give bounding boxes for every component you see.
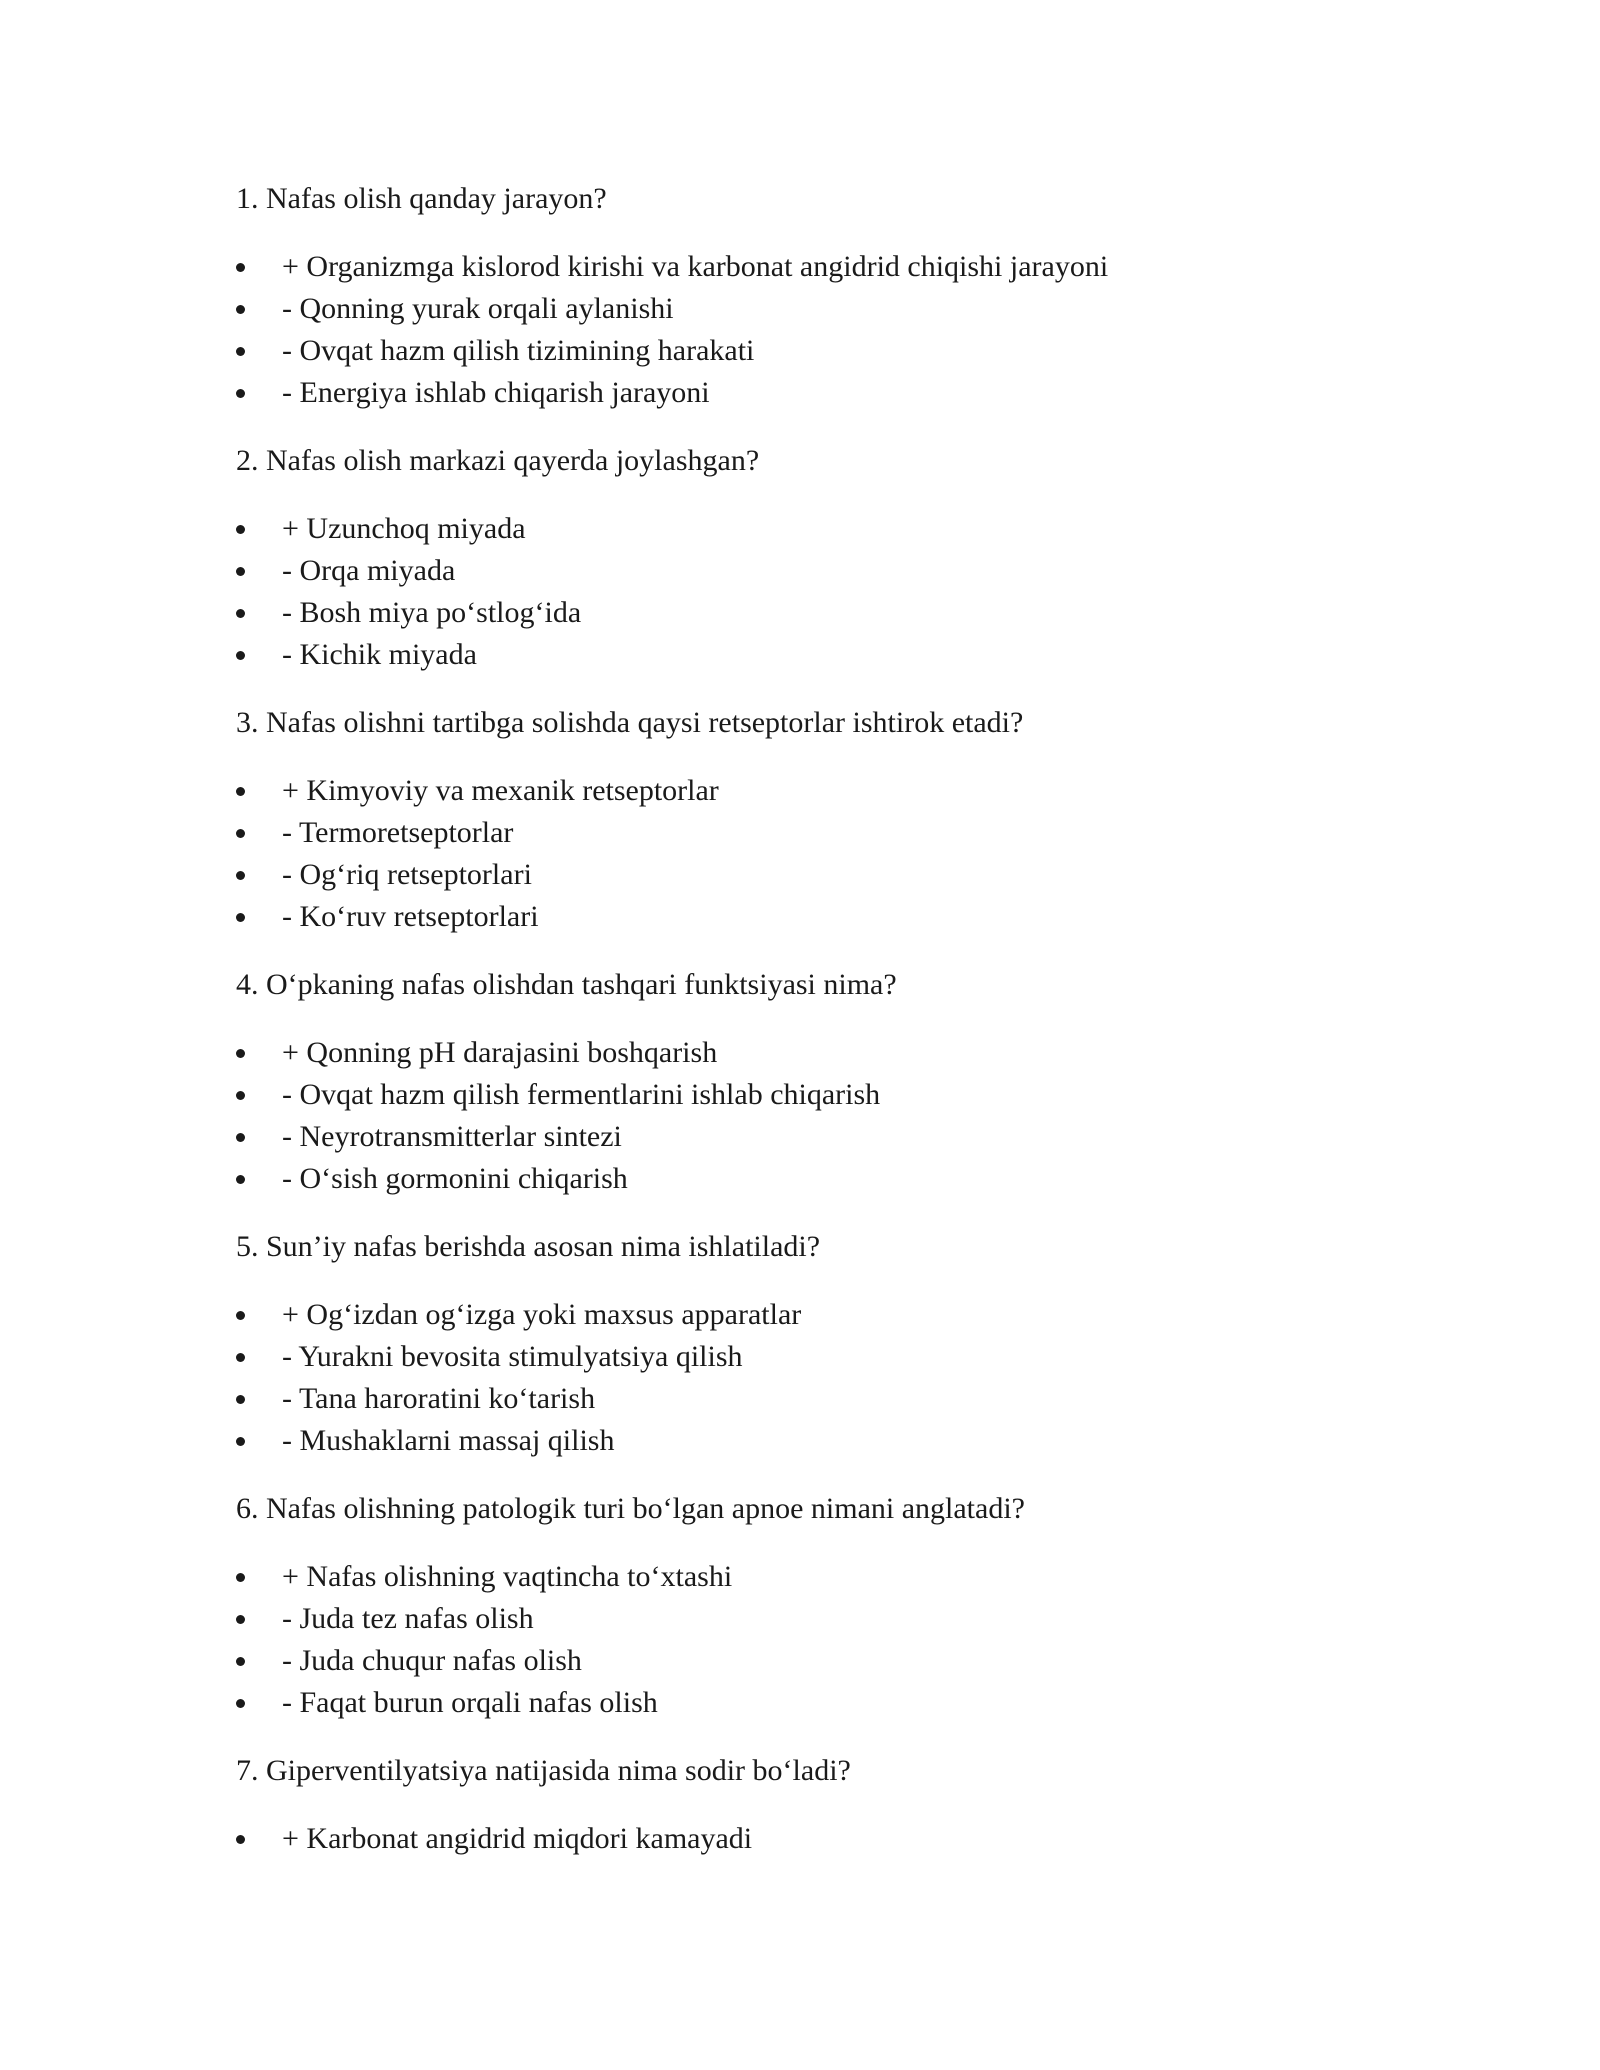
answer-text: + Karbonat angidrid miqdori kamayadi [282,1822,753,1855]
bullet-icon [236,1615,245,1624]
question-block-7 [236,1750,1436,1860]
answer-text: - Faqat burun orqali nafas olish [282,1686,658,1719]
answer-text: - Yurakni bevosita stimulyatsiya qilish [282,1340,743,1373]
answer-options [236,508,1436,676]
answer-text: + Qonning pH darajasini boshqarish [282,1036,718,1069]
bullet-icon [236,609,245,618]
answer-option [236,1420,1436,1462]
answer-option [236,550,1436,592]
answer-text: - Termoretseptorlar [282,816,514,849]
answer-option [236,1032,1436,1074]
answer-text: - O‘sish gormonini chiqarish [282,1162,628,1195]
answer-text: + Kimyoviy va mexanik retseptorlar [282,774,719,807]
question-block-6 [236,1488,1436,1724]
answer-options [236,770,1436,938]
answer-option [236,1116,1436,1158]
answer-option [236,1158,1436,1200]
answer-text: - Qonning yurak orqali aylanishi [282,292,674,325]
answer-text: - Ko‘ruv retseptorlari [282,900,539,933]
answer-option [236,1556,1436,1598]
question-block-4 [236,964,1436,1200]
answer-text: + Og‘izdan og‘izga yoki maxsus apparatlar [282,1298,802,1331]
bullet-icon [236,1133,245,1142]
answer-text: + Nafas olishning vaqtincha to‘xtashi [282,1560,733,1593]
question-block-5 [236,1226,1436,1462]
bullet-icon [236,305,245,314]
answer-text: - Mushaklarni massaj qilish [282,1424,615,1457]
answer-options [236,1032,1436,1200]
answer-option [236,1294,1436,1336]
bullet-icon [236,347,245,356]
answer-option [236,1598,1436,1640]
question-block-2 [236,440,1436,676]
question-block-1 [236,178,1436,414]
quiz-content [236,178,1436,1886]
answer-text: - Kichik miyada [282,638,477,671]
bullet-icon [236,1573,245,1582]
answer-text: + Organizmga kislorod kirishi va karbonat angidrid chiqishi jarayoni [282,250,1109,283]
bullet-icon [236,829,245,838]
answer-option [236,854,1436,896]
answer-text: - Juda tez nafas olish [282,1602,534,1635]
bullet-icon [236,1437,245,1446]
bullet-icon [236,1175,245,1184]
question-text: 3. Nafas olishni tartibga solishda qaysi retseptorlar ishtirok etadi? [236,706,1024,739]
bullet-icon [236,1311,245,1320]
question-text: 6. Nafas olishning patologik turi bo‘lgan apnoe nimani anglatadi? [236,1492,1025,1525]
question-text: 4. O‘pkaning nafas olishdan tashqari funktsiyasi nima? [236,968,897,1001]
bullet-icon [236,1395,245,1404]
answer-option [236,812,1436,854]
bullet-icon [236,1091,245,1100]
bullet-icon [236,1699,245,1708]
bullet-icon [236,787,245,796]
answer-text: + Uzunchoq miyada [282,512,526,545]
question-block-3 [236,702,1436,938]
answer-options [236,1294,1436,1462]
answer-text: - Neyrotransmitterlar sintezi [282,1120,622,1153]
answer-text: - Bosh miya po‘stlog‘ida [282,596,582,629]
answer-option [236,1682,1436,1724]
answer-option [236,770,1436,812]
answer-options [236,246,1436,414]
answer-option [236,330,1436,372]
answer-text: - Juda chuqur nafas olish [282,1644,582,1677]
answer-option [236,592,1436,634]
bullet-icon [236,263,245,272]
answer-option [236,246,1436,288]
answer-text: - Tana haroratini ko‘tarish [282,1382,596,1415]
answer-text: - Energiya ishlab chiqarish jarayoni [282,376,710,409]
bullet-icon [236,1657,245,1666]
answer-option [236,896,1436,938]
answer-option [236,508,1436,550]
answer-option [236,634,1436,676]
bullet-icon [236,913,245,922]
answer-option [236,1378,1436,1420]
answer-text: - Orqa miyada [282,554,456,587]
question-text: 5. Sun’iy nafas berishda asosan nima ishlatiladi? [236,1230,821,1263]
answer-options [236,1818,1436,1860]
answer-option [236,288,1436,330]
answer-option [236,1074,1436,1116]
bullet-icon [236,1049,245,1058]
answer-text: - Ovqat hazm qilish tizimining harakati [282,334,755,367]
question-text: 2. Nafas olish markazi qayerda joylashgan? [236,444,760,477]
bullet-icon [236,871,245,880]
question-text: 1. Nafas olish qanday jarayon? [236,182,607,215]
answer-text: - Ovqat hazm qilish fermentlarini ishlab chiqarish [282,1078,881,1111]
bullet-icon [236,1353,245,1362]
answer-option [236,1640,1436,1682]
bullet-icon [236,525,245,534]
bullet-icon [236,651,245,660]
answer-option [236,1818,1436,1860]
bullet-icon [236,567,245,576]
question-text: 7. Giperventilyatsiya natijasida nima sodir bo‘ladi? [236,1754,851,1787]
answer-option [236,1336,1436,1378]
answer-text: - Og‘riq retseptorlari [282,858,532,891]
answer-options [236,1556,1436,1724]
bullet-icon [236,1835,245,1844]
answer-option [236,372,1436,414]
bullet-icon [236,389,245,398]
